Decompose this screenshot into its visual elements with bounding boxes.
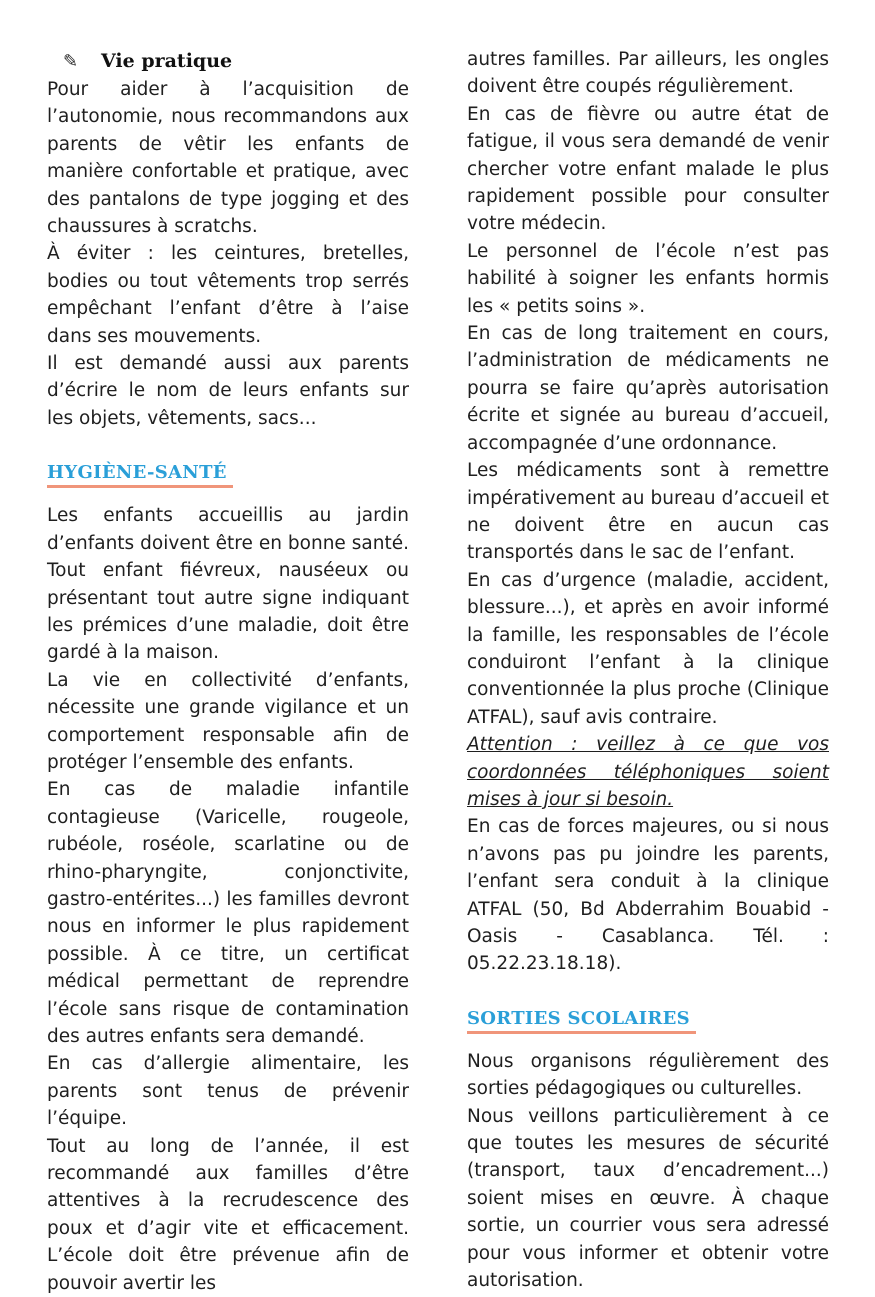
paragraph: Nous veillons particulièrement à ce que toutes les mesures de sécurité (transport, taux d’encadrement...) soient mises en œuvre. À chaque sortie, un courrier vous sera adressé pour vous informer et obtenir votre autorisation. bbox=[467, 1105, 829, 1292]
vie-pratique-heading bbox=[63, 46, 409, 76]
paragraph: En cas de fièvre ou autre état de fatigue, il vous sera demandé de venir chercher votre enfant malade le plus rapidement possible pour consulter votre médecin. bbox=[467, 103, 829, 235]
paragraph: À éviter : les ceintures, bretelles, bodies ou tout vêtements trop serrés empêchant l’enfant d’être à l’aise dans ses mouvements. bbox=[47, 243, 409, 347]
paragraph: autres familles. Par ailleurs, les ongles doivent être coupés régulièrement. bbox=[467, 49, 829, 98]
paragraph: En cas d’allergie alimentaire, les parents sont tenus de prévenir l’équipe. bbox=[47, 1053, 409, 1130]
paragraph: Les médicaments sont à remettre impérativement au bureau d’accueil et ne doivent être en aucun cas transportés dans le sac de l’enfant. bbox=[467, 460, 829, 564]
paragraph: Les enfants accueillis au jardin d’enfants doivent être en bonne santé. Tout enfant fiévreux, nauséeux ou présentant tout autre signe indiquant les prémices d’une maladie, doit être gardé à la maison. bbox=[47, 505, 409, 664]
paragraph: En cas de long traitement en cours, l’administration de médicaments ne pourra se faire qu’après autorisation écrite et signée au bureau d’accueil, accompagnée d’une ordonnance. bbox=[467, 323, 829, 454]
paragraph: Il est demandé aussi aux parents d’écrire le nom de leurs enfants sur les objets, vêtements, sacs... bbox=[47, 353, 409, 429]
paragraph: La vie en collectivité d’enfants, nécessite une grande vigilance et un comportement responsable afin de protéger l’ensemble des enfants. bbox=[47, 669, 409, 773]
paragraph: Tout au long de l’année, il est recommandé aux familles d’être attentives à la recrudescence des poux et d’agir vite et efficacement. L’école doit être prévenue afin de pouvoir avertir les bbox=[47, 1135, 409, 1294]
sorties-scolaires-title: SORTIES SCOLAIRES bbox=[467, 1008, 696, 1034]
attention-note: Attention : veillez à ce que vos coordonnées téléphoniques soient mises à jour si besoin. bbox=[467, 734, 829, 810]
hygiene-sante-title: HYGIÈNE-SANTÉ bbox=[47, 462, 233, 488]
paragraph: Le personnel de l’école n’est pas habilité à soigner les enfants hormis les « petits soins ». bbox=[467, 240, 829, 317]
pencil-icon: ✎ bbox=[63, 50, 79, 72]
paragraph: En cas de forces majeures, ou si nous n’avons pas pu joindre les parents, l’enfant sera conduit à la clinique ATFAL (50, Bd Abderrahim Bouabid - Oasis - Casablanca. Tél. : 05.22.23.18.18). bbox=[467, 816, 829, 975]
paragraph: En cas d’urgence (maladie, accident, blessure...), et après en avoir informé la famille, les responsables de l’école conduiront l’enfant à la clinique conventionnée la plus proche (Clinique ATFAL), sauf avis contraire. bbox=[467, 569, 829, 728]
paragraph: Pour aider à l’acquisition de l’autonomie, nous recommandons aux parents de vêtir les enfants de manière confortable et pratique, avec des pantalons de type jogging et des chaussures à scratchs. bbox=[47, 79, 409, 238]
vie-pratique-title: Vie pratique bbox=[101, 50, 233, 72]
left-column bbox=[47, 46, 409, 1297]
paragraph: Nous organisons régulièrement des sorties pédagogiques ou culturelles. bbox=[467, 1050, 829, 1100]
right-column bbox=[467, 46, 829, 1294]
paragraph: En cas de maladie infantile contagieuse (Varicelle, rougeole, rubéole, roséole, scarlatine ou de rhino-pharyngite, conjonctivite, gastro-entérites...) les familles devront nous en informer le plus rapidement possible. À ce titre, un certificat médical permettant de reprendre l’école sans risque de contamination des autres enfants sera demandé. bbox=[47, 779, 409, 1047]
